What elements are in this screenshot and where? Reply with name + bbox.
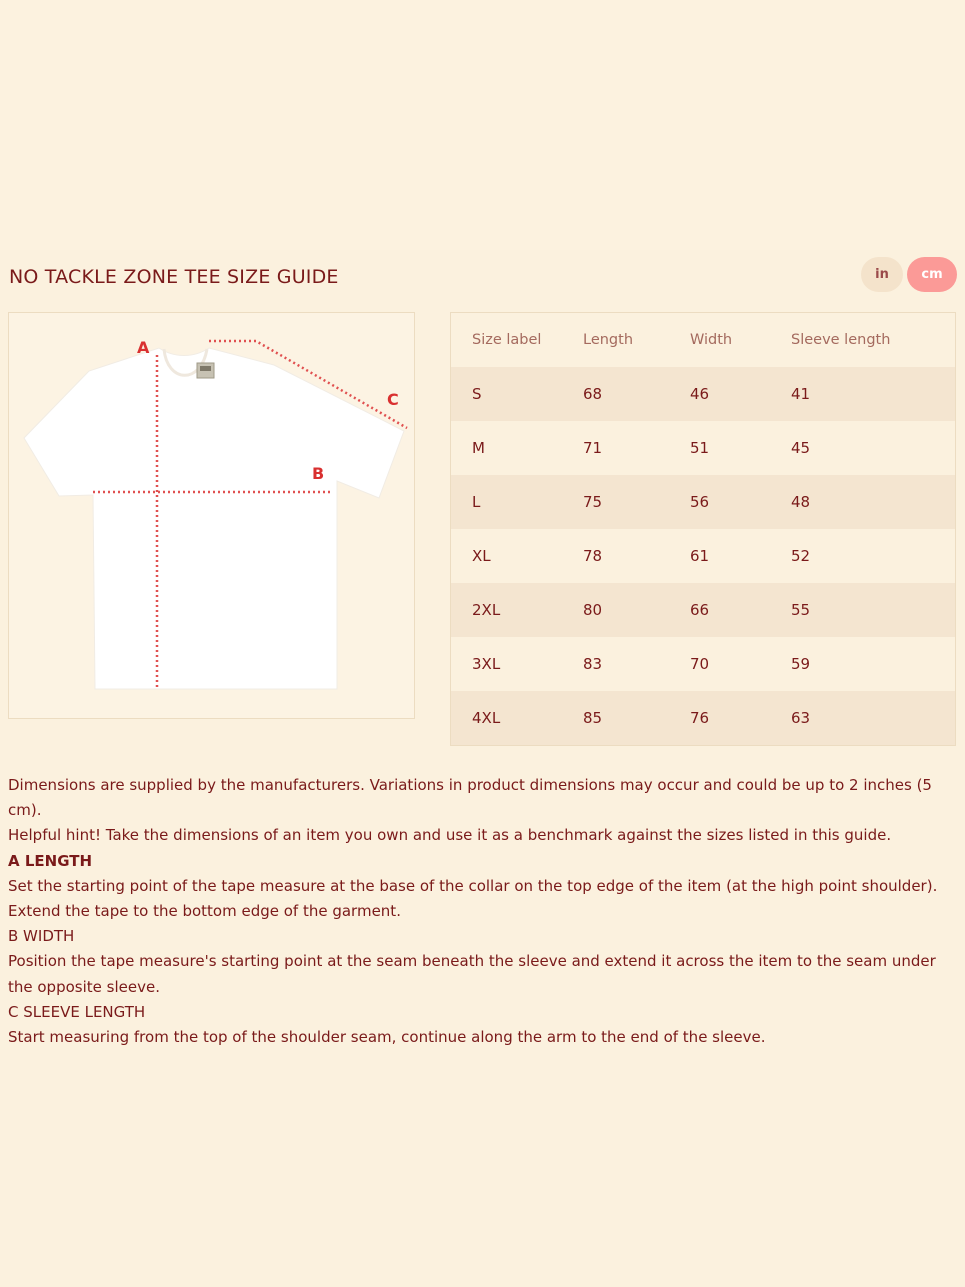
- unit-cm-button[interactable]: cm: [907, 257, 957, 292]
- cell-sleeve: 45: [791, 439, 811, 457]
- cell-sleeve: 59: [791, 655, 811, 673]
- table-row: [451, 583, 956, 637]
- cell-sleeve: 48: [791, 493, 811, 511]
- note-hint: Helpful hint! Take the dimensions of an item you own and use it as a benchmark against the sizes listed in this guide.: [8, 826, 892, 845]
- cell-size: 2XL: [472, 601, 501, 619]
- table-row: [451, 637, 956, 691]
- label-c: C: [387, 390, 399, 409]
- cell-size: 3XL: [472, 655, 501, 673]
- table-row: [451, 421, 956, 475]
- table-row: [451, 529, 956, 583]
- heading-c-sleeve: C SLEEVE LENGTH: [8, 1002, 146, 1021]
- tag-icon: [197, 363, 214, 378]
- cell-width: 46: [690, 385, 710, 403]
- cell-length: 80: [583, 601, 603, 619]
- heading-b-width: B WIDTH: [8, 927, 75, 946]
- label-b: B: [312, 464, 325, 483]
- cell-width: 70: [690, 655, 710, 673]
- cell-length: 85: [583, 709, 603, 727]
- cell-sleeve: 52: [791, 547, 811, 565]
- heading-a-length: A LENGTH: [8, 851, 93, 870]
- measurement-notes: [8, 773, 958, 1050]
- text-b-width: Position the tape measure's starting point at the seam beneath the sleeve and extend it across the item to the seam under the opposite sleeve.: [8, 952, 936, 996]
- cell-length: 83: [583, 655, 603, 673]
- cell-width: 61: [690, 547, 710, 565]
- cell-width: 66: [690, 601, 710, 619]
- table-row: [451, 367, 956, 421]
- cell-width: 51: [690, 439, 710, 457]
- table-header-row: [451, 313, 956, 368]
- page-title: NO TACKLE ZONE TEE SIZE GUIDE: [9, 266, 339, 288]
- unit-toggle: [861, 257, 957, 292]
- cell-length: 78: [583, 547, 603, 565]
- cell-size: M: [472, 439, 485, 457]
- cell-width: 76: [690, 709, 710, 727]
- text-c-sleeve: Start measuring from the top of the shoulder seam, continue along the arm to the end of the sleeve.: [8, 1028, 766, 1047]
- label-a: A: [137, 338, 150, 357]
- cell-sleeve: 55: [791, 601, 811, 619]
- cell-size: 4XL: [472, 709, 501, 727]
- cell-size: L: [472, 493, 481, 511]
- header-sleeve-length: Sleeve length: [791, 332, 891, 348]
- header-band: [0, 0, 965, 250]
- table-row: [451, 691, 956, 746]
- cell-length: 68: [583, 385, 603, 403]
- cell-width: 56: [690, 493, 710, 511]
- note-dimensions: Dimensions are supplied by the manufacturers. Variations in product dimensions may occur and could be up to 2 inches (5 cm).: [8, 776, 932, 820]
- cell-length: 71: [583, 439, 603, 457]
- header-size-label: Size label: [472, 332, 542, 348]
- header-width: Width: [690, 332, 733, 348]
- cell-size: S: [472, 385, 482, 403]
- tshirt-shape: [24, 348, 404, 689]
- table-row: [451, 475, 956, 529]
- tshirt-diagram: [8, 312, 415, 719]
- cell-sleeve: 41: [791, 385, 811, 403]
- tshirt-measurement-illustration: [9, 313, 416, 720]
- unit-in-button[interactable]: in: [861, 257, 903, 292]
- cell-sleeve: 63: [791, 709, 811, 727]
- text-a-length: Set the starting point of the tape measure at the base of the collar on the top edge of the item (at the high point shoulder). Extend the tape to the bottom edge of the garment.: [8, 876, 938, 921]
- size-table: [450, 312, 956, 746]
- cell-length: 75: [583, 493, 603, 511]
- cell-size: XL: [472, 547, 491, 565]
- header-length: Length: [583, 332, 634, 348]
